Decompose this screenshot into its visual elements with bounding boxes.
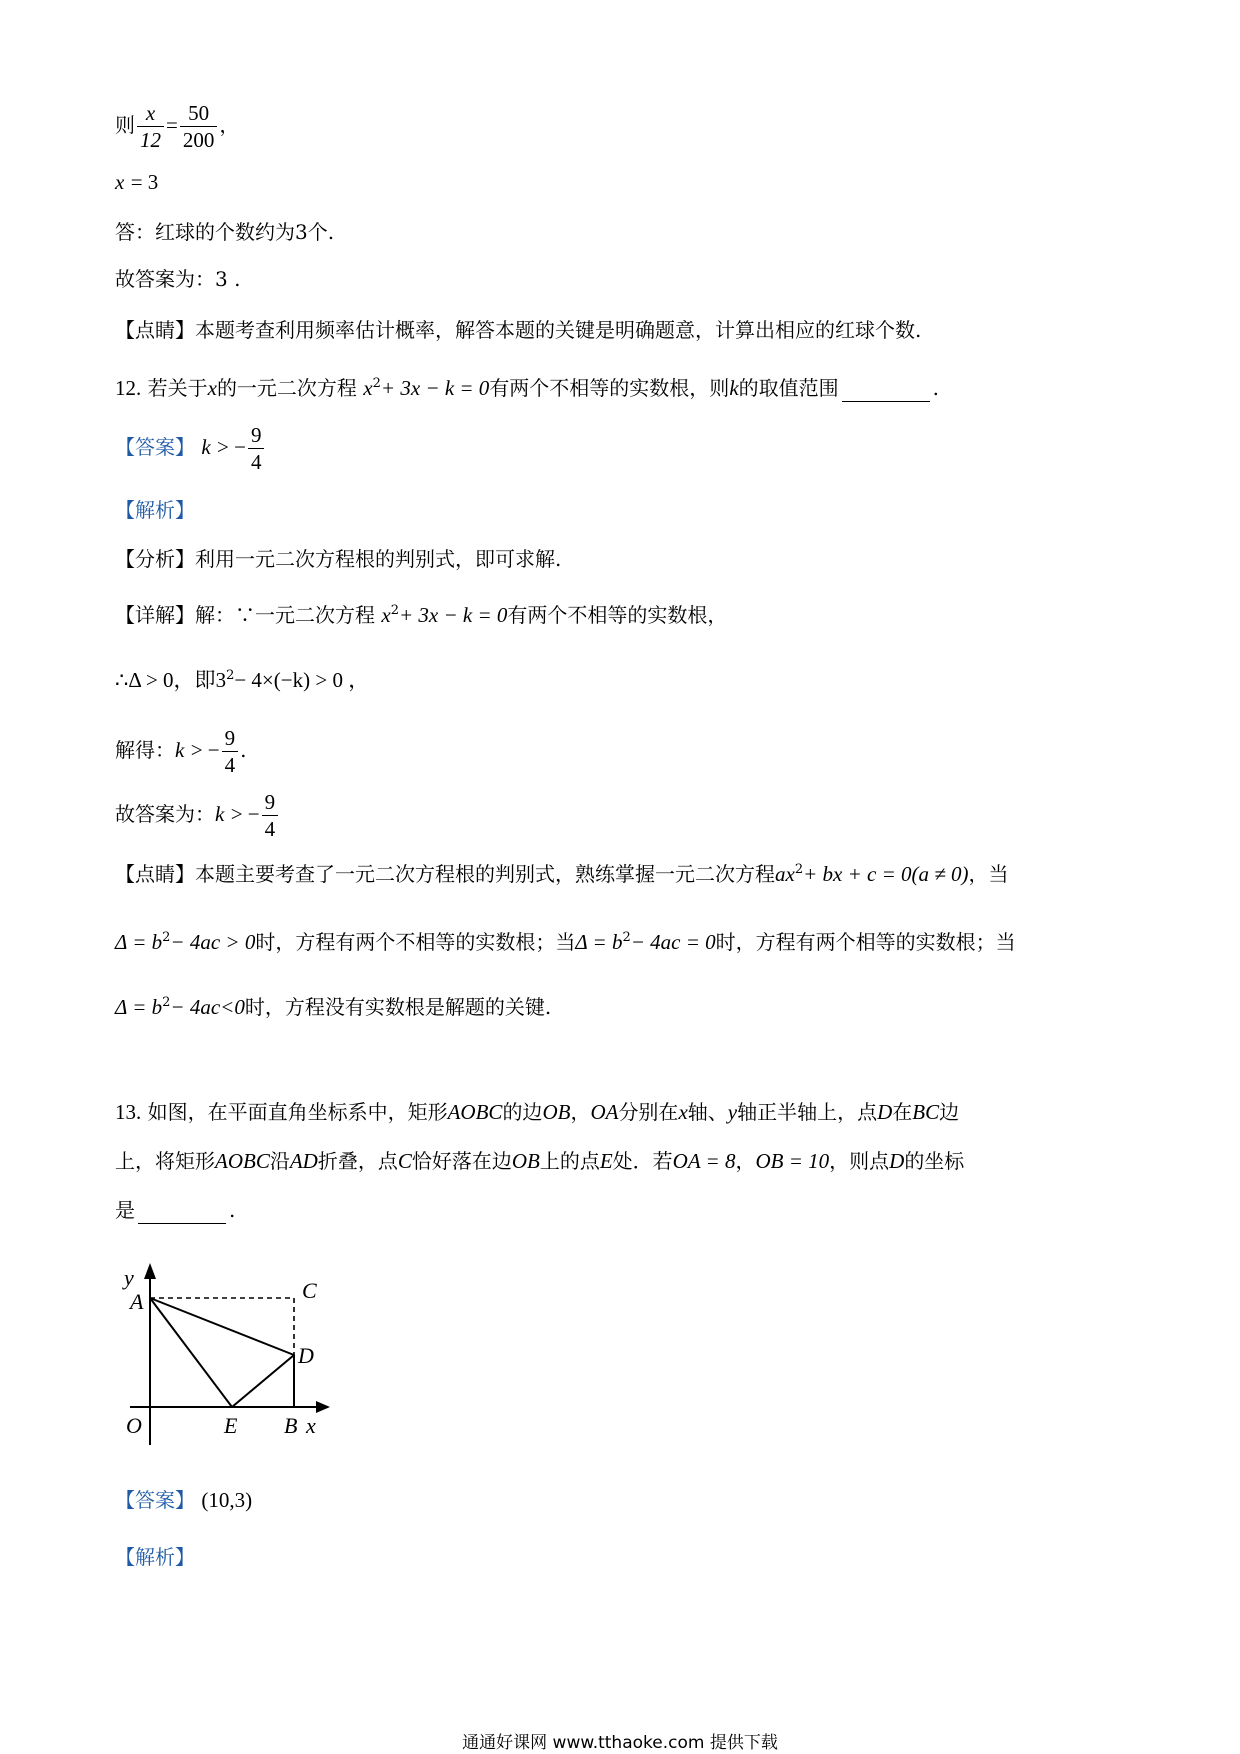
y-axis-arrow xyxy=(144,1263,156,1279)
final-answer-line: 故答案为：3 . xyxy=(115,267,241,291)
rectangle-fold-figure xyxy=(110,1255,340,1455)
solve-line: 解得：k > − $\frac{9}{4}$ . xyxy=(115,726,247,777)
question-13-line-1: 13. 如图，在平面直角坐标系中，矩形AOBC的边OB，OA分别在x轴、y轴正半轴上，点D在BC边 xyxy=(115,1100,960,1124)
x-axis-arrow xyxy=(316,1401,330,1413)
fraction-50-over-200: $\frac{50}{200}$ xyxy=(180,100,218,153)
label-e: E xyxy=(224,1413,238,1438)
dianjing-12-line-1: 【点睛】本题主要考查了一元二次方程根的判别式，熟练掌握一元二次方程$ax^2+$ bx + c = 0(a ≠ 0)，当 xyxy=(115,862,1009,886)
xiangjie-12: 【详解】解：∵一元二次方程 $x^2+ 3x - k = 0$有两个不相等的实数根， xyxy=(115,603,728,627)
label-c: C xyxy=(302,1278,317,1303)
dianjing-paragraph: 【点睛】本题考查利用频率估计概率，解答本题的关键是明确题意，计算出相应的红球个数. xyxy=(115,318,922,342)
fraction-9-over-4: $\frac{9}{4}$ xyxy=(248,422,265,475)
jiexi-tag-13: 【解析】 xyxy=(115,1545,195,1569)
answer-13: 【答案】 (10,3) xyxy=(115,1488,253,1512)
label-a: A xyxy=(130,1289,144,1314)
answer-12: 【答案】 k > − $\frac{9}{4}$ xyxy=(115,422,266,475)
answer-blank xyxy=(138,1203,226,1224)
answer-blank xyxy=(842,381,930,402)
dianjing-12-line-3: $\Delta = b^2- 4ac<0$时，方程没有实数根是解题的关键. xyxy=(115,995,552,1019)
step-discriminant: ∴Δ > 0，即$3^2- 4\times(-k) > 0$ ， xyxy=(115,668,370,692)
fraction-x-over-12: $\frac{x}{12}$ xyxy=(137,100,164,153)
label-d: D xyxy=(298,1343,314,1368)
fraction-9-over-4: $\frac{9}{4}$ xyxy=(222,725,239,778)
question-12: 12. 若关于x的一元二次方程 $x^2+ 3x - k = 0$有两个不相等的实数根，则k的取值范围 . xyxy=(115,376,939,400)
final-answer-12: 故答案为：k > − $\frac{9}{4}$ xyxy=(115,789,280,842)
page-footer: 通通好课网 www.tthaoke.com 提供下载 xyxy=(462,1733,778,1753)
fraction-9-over-4: $\frac{9}{4}$ xyxy=(262,789,279,842)
jiexi-tag-12: 【解析】 xyxy=(115,498,195,522)
label-b: B xyxy=(284,1413,298,1438)
question-13-line-2: 上，将矩形AOBC沿AD折叠，点C恰好落在边OB上的点E处．若OA = 8，OB = 10，则点D的坐标 xyxy=(115,1149,965,1173)
dianjing-12-line-2: $\Delta = b^2- 4ac > 0$时，方程有两个不相等的实数根；当$\Delta = b^2- 4ac = 0$时，方程有两个相等的实数根；当 xyxy=(115,930,1016,954)
fenxi-12: 【分析】利用一元二次方程根的判别式，即可求解. xyxy=(115,547,562,571)
result-line: x = 3 xyxy=(115,170,159,194)
label-o: O xyxy=(126,1413,142,1438)
question-13-line-3: 是 . xyxy=(115,1198,236,1222)
segment-ed xyxy=(232,1355,294,1407)
label-x: x xyxy=(306,1413,316,1438)
label-y: y xyxy=(124,1265,134,1290)
answer-statement: 答：红球的个数约为3个. xyxy=(115,220,335,244)
fraction-equation: 则 $\frac{x}{12}$ = $\frac{50}{200}$ ， xyxy=(115,101,240,152)
